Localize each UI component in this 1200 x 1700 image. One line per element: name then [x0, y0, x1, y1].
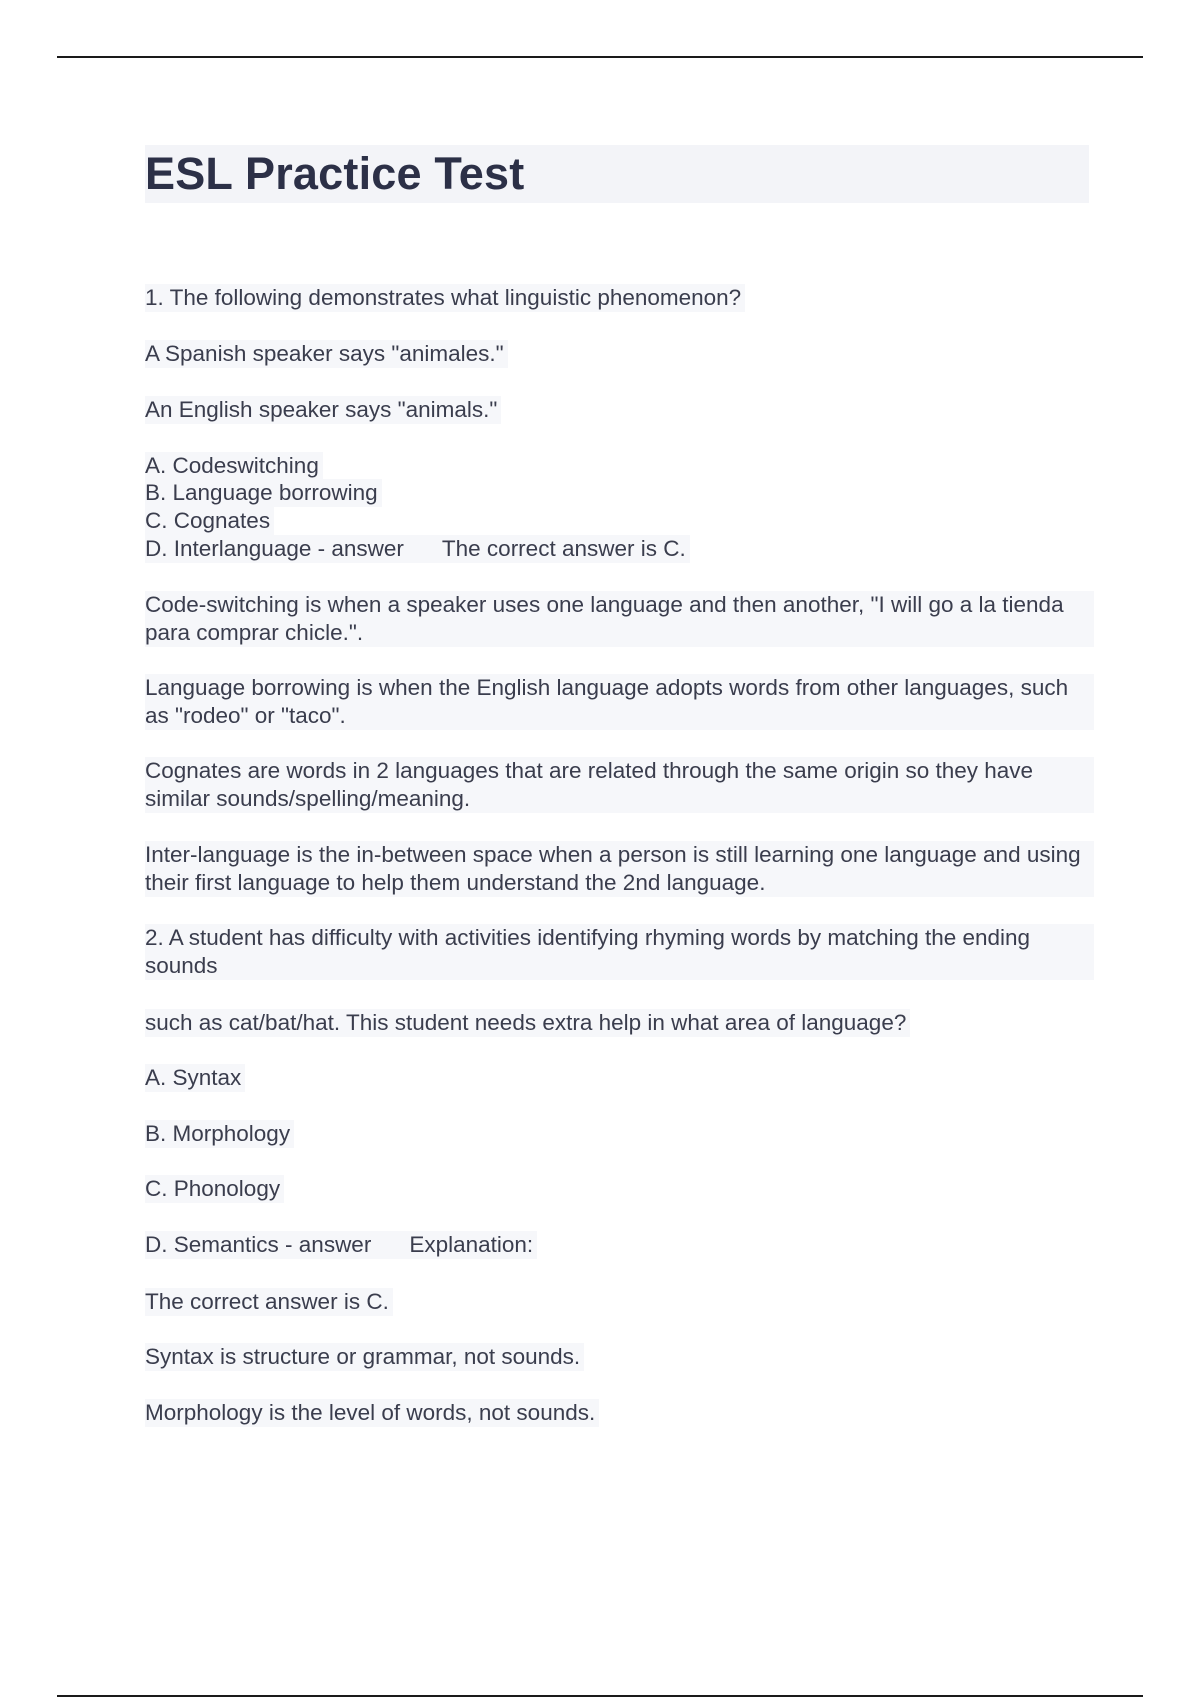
q2-option-b: B. Morphology [145, 1120, 294, 1148]
top-rule [57, 56, 1143, 58]
q2-option-d-row [145, 1231, 537, 1259]
q1-option-c: C. Cognates [145, 507, 274, 535]
q1-option-d-row [145, 535, 690, 563]
q2-option-a: A. Syntax [145, 1064, 245, 1092]
q2-correct-answer: The correct answer is C. [145, 1288, 393, 1316]
q2-option-d: D. Semantics - answer [145, 1232, 372, 1257]
q1-correct-answer: The correct answer is C. [441, 536, 686, 561]
q1-option-a: A. Codeswitching [145, 452, 323, 480]
q2-explanation-morphology: Morphology is the level of words, not sounds. [145, 1399, 599, 1427]
q2-option-c: C. Phonology [145, 1175, 284, 1203]
q1-option-b: B. Language borrowing [145, 479, 382, 507]
q1-explanation-codeswitching: Code-switching is when a speaker uses one language and then another, "I will go a la tienda para comprar chicle.". [145, 591, 1094, 647]
q1-option-d: D. Interlanguage - answer [145, 536, 404, 561]
example-spanish: A Spanish speaker says "animales." [145, 340, 508, 368]
q1-explanation-cognates: Cognates are words in 2 languages that are related through the same origin so they have similar sounds/spelling/meaning. [145, 757, 1094, 813]
question-2-continued: such as cat/bat/hat. This student needs extra help in what area of language? [145, 1009, 910, 1037]
question-1: 1. The following demonstrates what linguistic phenomenon? [145, 284, 745, 312]
q1-explanation-interlanguage: Inter-language is the in-between space when a person is still learning one language and using their first language to help them understand the 2nd language. [145, 841, 1094, 897]
question-2: 2. A student has difficulty with activities identifying rhyming words by matching the ending sounds [145, 924, 1094, 980]
example-english: An English speaker says "animals." [145, 396, 501, 424]
document-title: ESL Practice Test [145, 148, 525, 199]
q2-explanation-syntax: Syntax is structure or grammar, not sounds. [145, 1343, 584, 1371]
q2-explanation-label: Explanation: [409, 1232, 534, 1257]
bottom-rule [57, 1695, 1143, 1697]
q1-explanation-borrowing: Language borrowing is when the English language adopts words from other languages, such as "rodeo" or "taco". [145, 674, 1094, 730]
